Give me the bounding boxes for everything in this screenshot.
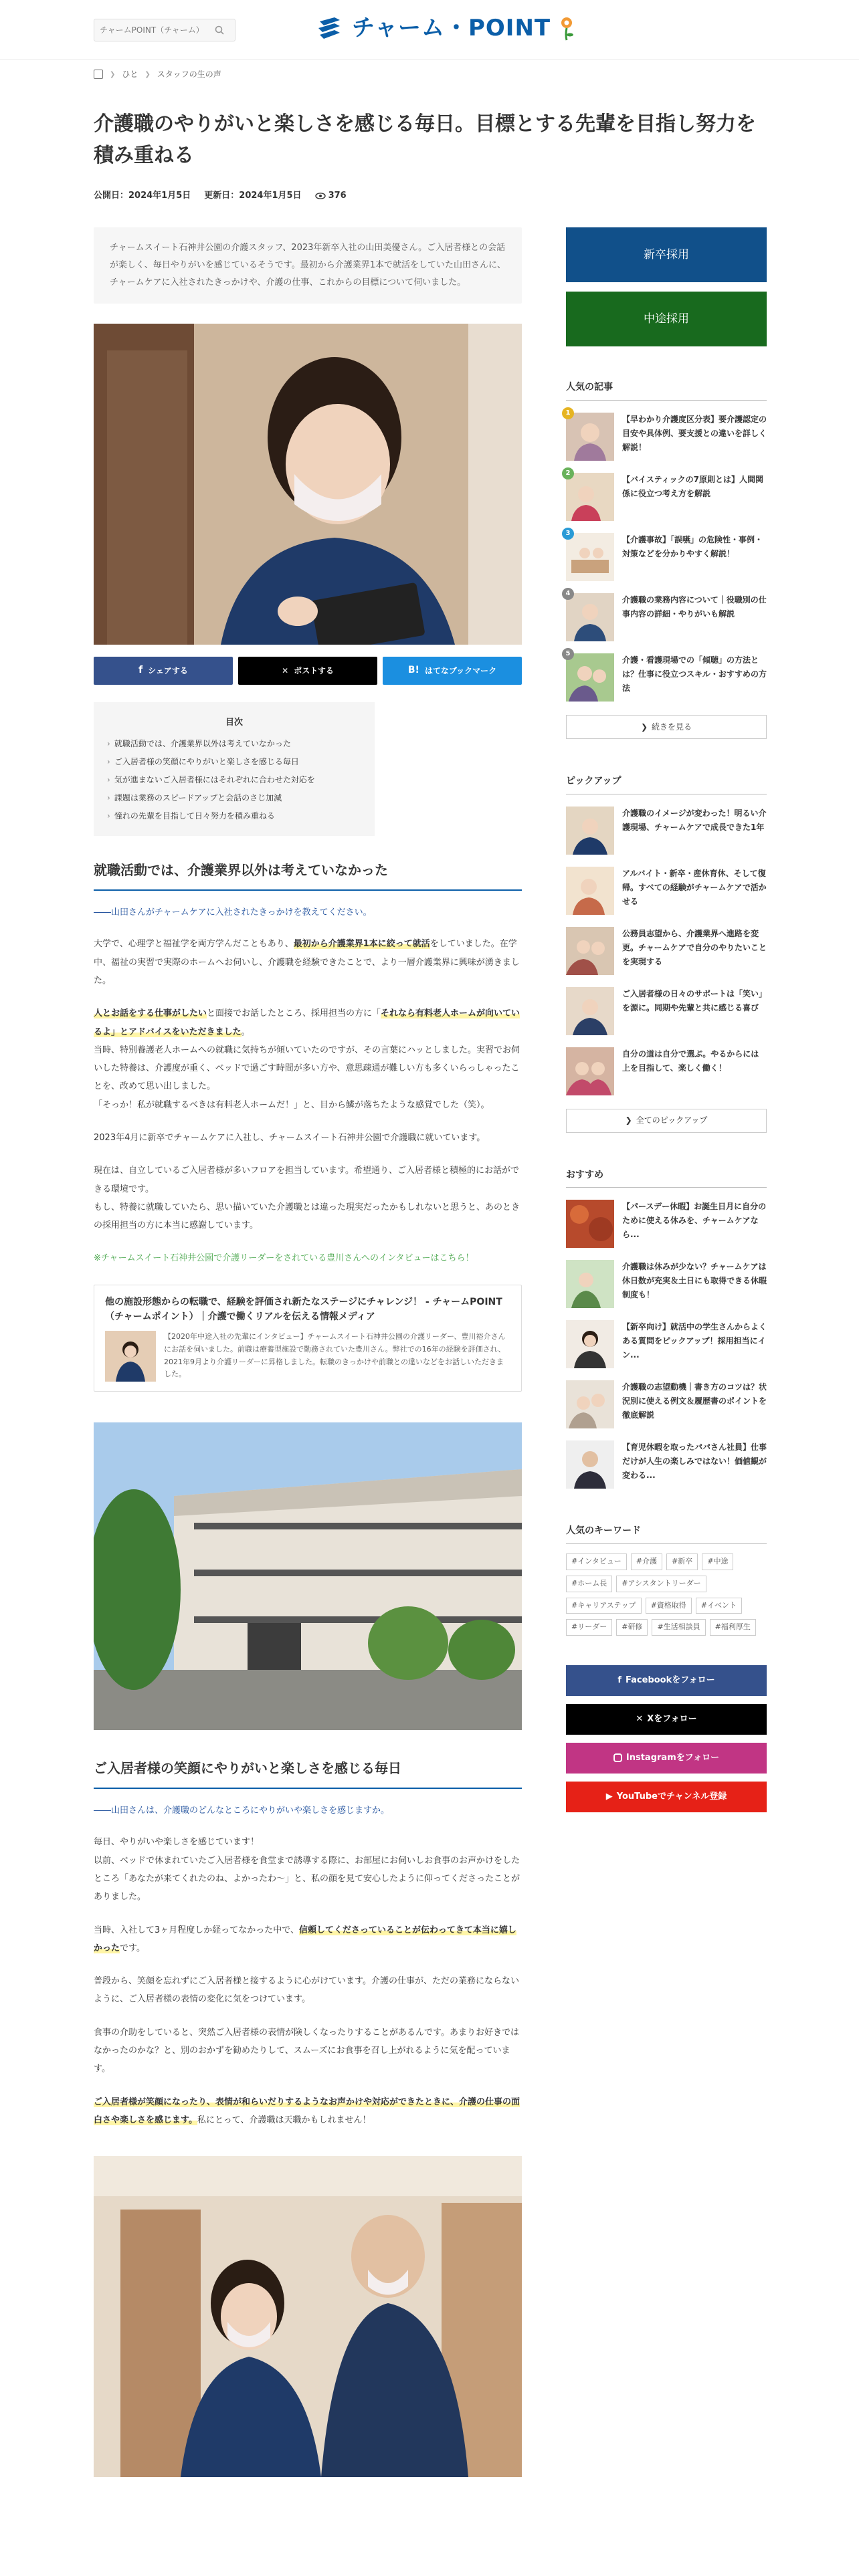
keyword-tag[interactable]: #リーダー xyxy=(566,1619,612,1636)
interview-question: ――山田さんがチャームケアに入社されたきっかけを教えてください。 xyxy=(94,907,372,918)
paragraph: 現在は、自立しているご入居者様が多いフロアを担当しています。希望通り、ご入居者様と積極的にお話ができる環境です。 もし、特養に就職していたら、思い描いていた介護職とは違った現実だったかもしれないと思うと、あのときの採用担当の方に本当に感謝しています。 xyxy=(94,1166,520,1231)
follow-buttons xyxy=(566,1665,767,1812)
site-header xyxy=(0,0,859,60)
rank-badge: 2 xyxy=(562,467,574,479)
breadcrumb-item-people[interactable]: ひと xyxy=(122,69,138,79)
pickup-article[interactable]: 公務員志望から、介護業界へ進路を変更。チャームケアで自分のやりたいことを実現する xyxy=(566,927,767,975)
breadcrumb xyxy=(94,64,221,84)
paragraph: 人とお話をする仕事がしたいと面接でお話したところ、採用担当の方に「それなら有料老人ホームが向いているよ」とアドバイスをいただきました。 当時、特別養護老人ホームへの就職に気持ちが傾いていたのですが、その言葉にハッとしました。実習でお伺いした特養は、介護度が重く、ベッドで過ごす時間が多い方や、意思疎通が難しい方も多くいらっしゃったことを、改めて思い出しました。 「そっか！私が就職するべきは有料老人ホームだ！」と、目から鱗が落ちたような感覚でした（笑）。 xyxy=(94,1008,520,1110)
keywords-heading: 人気のキーワード xyxy=(566,1523,767,1544)
home-icon[interactable] xyxy=(94,70,103,79)
recommend-thumbnail xyxy=(566,1320,614,1368)
popular-more-button[interactable]: ❯ 続きを見る xyxy=(566,715,767,739)
pickup-thumbnail xyxy=(566,867,614,915)
follow-x-button[interactable]: ✕ Xをフォロー xyxy=(566,1704,767,1735)
facebook-icon: f xyxy=(138,665,143,676)
photo-staff-tablet xyxy=(94,324,522,645)
related-interview-link[interactable]: ※チャームスイート石神井公園で介護リーダーをされている豊川さんへのインタビューはこちら！ xyxy=(94,1253,474,1263)
article-body xyxy=(94,227,522,2477)
recommend-thumbnail xyxy=(566,1440,614,1489)
toc-item[interactable]: › 就職活動では、介護業界以外は考えていなかった xyxy=(107,735,361,753)
instagram-icon xyxy=(613,1753,622,1762)
paragraph: 毎日、やりがいや楽しさを感じています！ 以前、ベッドで休まれていたご入居者様を食堂まで誘導する際に、お部屋にお伺いしお食事のお声かけをしたところ「あなたが来てくれたのね、よかったわ〜」と、私の顔を見て安心したように仰ってくださったことがありました。 xyxy=(94,1837,520,1903)
photo-staff-conversation xyxy=(94,2156,522,2477)
eye-icon xyxy=(315,193,326,199)
sidebar xyxy=(566,227,767,1812)
pickup-article[interactable]: ご入居者様の日々のサポートは「笑い」を源に。同期や先輩と共に感じる喜び xyxy=(566,987,767,1035)
keyword-tag[interactable]: #中途 xyxy=(702,1553,733,1570)
article-title: 介護・看護現場での「傾聴」の方法とは？仕事に役立つスキル・おすすめの方法 xyxy=(622,655,767,693)
search-input[interactable] xyxy=(100,25,213,35)
charm-logo-icon xyxy=(314,13,345,44)
search-box[interactable] xyxy=(94,19,235,41)
facility-photo xyxy=(94,1422,522,1730)
rank-badge: 4 xyxy=(562,588,574,600)
article-main-photo xyxy=(94,324,522,645)
rank-badge: 5 xyxy=(562,648,574,660)
recommend-article[interactable]: 【育児休暇を取ったパパさん社員】仕事だけが人生の楽しみではない！価値観が変わる... xyxy=(566,1440,767,1489)
chevron-right-icon: ❯ xyxy=(145,70,151,78)
post-meta xyxy=(94,189,347,203)
recommend-heading: おすすめ xyxy=(566,1168,767,1188)
pickup-article[interactable]: 介護職のイメージが変わった！明るい介護現場、チャームケアで成長できた1年 xyxy=(566,807,767,855)
pickup-article[interactable]: 自分の道は自分で選ぶ。やるからには上を目指して、楽しく働く！ xyxy=(566,1047,767,1095)
share-x-button[interactable]: ✕ ポストする xyxy=(238,657,377,685)
recommend-thumbnail xyxy=(566,1200,614,1248)
chevron-right-icon: ❯ xyxy=(625,1115,632,1125)
section-heading-1: 就職活動では、介護業界以外は考えていなかった xyxy=(94,859,522,891)
keyword-tag[interactable]: #生活相談員 xyxy=(652,1619,705,1636)
keyword-tag[interactable]: #インタビュー xyxy=(566,1553,627,1570)
youtube-icon: ▶ xyxy=(605,1791,613,1802)
breadcrumb-item-staff-voice[interactable]: スタッフの生の声 xyxy=(157,69,221,79)
keyword-tag[interactable]: #福利厚生 xyxy=(710,1619,756,1636)
paragraph: 食事の介助をしていると、突然ご入居者様の表情が険しくなったりすることがあるんです。あまりお好きではなかったのかな？と、別のおかずを勧めたりして、スムーズにお食事を召し上がれるように気を配っています。 xyxy=(94,2027,519,2074)
flower-icon xyxy=(557,16,576,41)
rank-badge: 1 xyxy=(562,407,574,419)
pickup-thumbnail xyxy=(566,927,614,975)
share-buttons xyxy=(94,657,522,685)
recommend-article[interactable]: 介護職の志望動機｜書き方のコツは？状況別に使える例文＆履歴書のポイントを徹底解説 xyxy=(566,1380,767,1428)
mid-career-recruitment-button[interactable]: 中途採用 xyxy=(566,292,767,346)
chevron-right-icon: ❯ xyxy=(110,70,116,78)
section-heading-2: ご入居者様の笑顔にやりがいと楽しさを感じる毎日 xyxy=(94,1757,522,1789)
article-title: 【早わかり介護度区分表】要介護認定の目安や具体例、要支援との違いを詳しく解説！ xyxy=(622,414,767,452)
chevron-right-icon: › xyxy=(107,811,110,821)
hatena-bookmark-icon: B! xyxy=(407,665,419,676)
pickup-heading: ピックアップ xyxy=(566,774,767,794)
paragraph: 大学で、心理学と福祉学を両方学んだこともあり、最初から介護業界1本に絞って就活をしていました。在学中、福祉の実習で実際のホームへお伺いし、介護職を経験できたことで、より一層介護業界に興味が湧きました。 xyxy=(94,939,520,986)
paragraph: 当時、入社して3ヶ月程度しか経ってなかった中で、信頼してくださっていることが伝わってきて本当に嬉しかったです。 xyxy=(94,1925,516,1953)
popular-article[interactable] xyxy=(565,469,767,521)
site-logo[interactable] xyxy=(314,12,576,45)
pickup-article[interactable]: アルバイト・新卒・産休育休、そして復帰。すべての経験がチャームケアで活かせる xyxy=(566,867,767,915)
pickup-all-button[interactable]: ❯ 全てのピックアップ xyxy=(566,1109,767,1133)
related-article-excerpt: 【2020年中途入社の先輩にインタビュー】チャームスイート石神井公園の介護リーダー、豊川裕介さんにお話を伺いました。前職は療養型施設で勤務されていた豊川さん。弊社での16年の経験を評価され、2021年9月より介護リーダーに昇格しました。転職のきっかけや前職との違いなどをお話しいただきました。 xyxy=(164,1332,506,1379)
logo-text: チャーム・POINT xyxy=(352,15,551,42)
article-title: 介護職の業務内容について｜役職別の仕事内容の詳細・やりがいも解説 xyxy=(622,595,767,619)
popular-article[interactable] xyxy=(565,590,767,641)
follow-facebook-button[interactable]: f Facebookをフォロー xyxy=(566,1665,767,1696)
article-thumbnail xyxy=(565,469,614,521)
interview-question: ――山田さんは、介護職のどんなところにやりがいや楽しさを感じますか。 xyxy=(94,1806,390,1816)
chevron-right-icon: › xyxy=(107,739,110,749)
rank-badge: 3 xyxy=(562,528,574,540)
share-facebook-button[interactable]: f シェアする xyxy=(94,657,233,685)
article-thumbnail xyxy=(565,590,614,641)
paragraph: 2023年4月に新卒でチャームケアに入社し、チャームスイート石神井公園で介護職に就いています。 xyxy=(94,1133,486,1144)
article-thumbnail xyxy=(565,530,614,581)
keyword-tag[interactable]: #ホーム長 xyxy=(566,1576,612,1592)
pickup-thumbnail xyxy=(566,807,614,855)
new-graduate-recruitment-button[interactable]: 新卒採用 xyxy=(566,227,767,282)
toc-item[interactable]: › 課題は業務のスピードアップと会話のさじ加減 xyxy=(107,789,361,807)
search-icon[interactable] xyxy=(213,24,225,36)
recommend-thumbnail xyxy=(566,1260,614,1308)
article-title: 【バイスティックの7原則とは】人間関係に役立つ考え方を解説 xyxy=(622,474,764,498)
facebook-icon: f xyxy=(617,1675,622,1685)
keyword-tag[interactable]: #研修 xyxy=(616,1619,648,1636)
article-photo-2 xyxy=(94,2156,522,2477)
toc-item[interactable]: › ご入居者様の笑顔にやりがいと楽しさを感じる毎日 xyxy=(107,753,361,771)
popular-articles-heading: 人気の記事 xyxy=(566,380,767,401)
recommend-article[interactable]: 【パースデー休暇】お誕生日月に自分のために使える休みを、チャームケアなら... xyxy=(566,1200,767,1248)
toc-item[interactable]: › 気が進まないご入居者様にはそれぞれに合わせた対応を xyxy=(107,771,361,789)
published-date: 公開日：2024年1月5日 xyxy=(94,191,191,201)
toc-item[interactable]: › 憧れの先輩を目指して日々努力を積み重ねる xyxy=(107,807,361,825)
chevron-right-icon: ❯ xyxy=(640,722,648,732)
view-count-value: 376 xyxy=(328,191,347,201)
popular-article[interactable] xyxy=(565,409,767,461)
page-title: 介護職のやりがいと楽しさを感じる毎日。目標とする先輩を目指し努力を積み重ねる xyxy=(94,112,756,168)
article-title: 【介護事故】「誤嚥」の危険性・事例・対策などを分かりやすく解説！ xyxy=(622,534,763,558)
keyword-tag[interactable]: #キャリアステップ xyxy=(566,1598,642,1614)
table-of-contents xyxy=(94,702,375,836)
recommend-article[interactable]: 介護職は休みが少ない？チャームケアは休日数が充実＆土日にも取得できる休暇制度も！ xyxy=(566,1260,767,1308)
paragraph: 普段から、笑顔を忘れずにご入居者様と接するように心がけています。介護の仕事が、ただの業務にならないように、ご入居者様の表情の変化に気をつけています。 xyxy=(94,1976,519,2005)
popular-article[interactable] xyxy=(565,530,767,581)
keyword-tag[interactable]: #資格取得 xyxy=(646,1598,692,1614)
share-hatena-button[interactable]: B! はてなブックマーク xyxy=(383,657,522,685)
lead-text: チャームスイート石神井公園の介護スタッフ、2023年新卒入社の山田美優さん。ご入居者様との会話が楽しく、毎日やりがいを感じているそうです。最初から介護業界1本で就活をしていた山田さんに、チャームケアに入社されたきっかけや、介護の仕事、これからの目標について伺いました。 xyxy=(94,227,522,304)
article-thumbnail xyxy=(565,409,614,461)
photo-facility-exterior xyxy=(94,1422,522,1730)
pickup-thumbnail xyxy=(566,1047,614,1095)
related-article-card[interactable] xyxy=(94,1285,522,1392)
x-logo-icon: ✕ xyxy=(282,665,289,675)
paragraph: ご入居者様が笑顔になったり、表情が和らいだりするようなお声かけや対応ができたときに、介護の仕事の面白さや楽しさを感じます。私にとって、介護職は天職かもしれません！ xyxy=(94,2097,520,2125)
x-logo-icon: ✕ xyxy=(636,1713,644,1724)
follow-instagram-button[interactable]: Instagramをフォロー xyxy=(566,1743,767,1774)
view-count xyxy=(315,189,347,203)
keyword-tag[interactable]: #アシスタントリーダー xyxy=(616,1576,706,1592)
recommend-article[interactable]: 【新卒向け】就活中の学生さんからよくある質問をピックアップ！採用担当にイン... xyxy=(566,1320,767,1368)
keyword-list xyxy=(566,1553,767,1636)
popular-article[interactable] xyxy=(565,650,767,702)
chevron-right-icon: › xyxy=(107,757,110,767)
article-thumbnail xyxy=(565,650,614,702)
chevron-right-icon: › xyxy=(107,775,110,785)
chevron-right-icon: › xyxy=(107,793,110,803)
keyword-tag[interactable]: #介護 xyxy=(631,1553,662,1570)
recommend-thumbnail xyxy=(566,1380,614,1428)
pickup-thumbnail xyxy=(566,987,614,1035)
updated-date: 更新日：2024年1月5日 xyxy=(204,191,302,201)
keyword-tag[interactable]: #イベント xyxy=(696,1598,742,1614)
related-article-title: 他の施設形態からの転職で、経験を評価され新たなステージにチャレンジ！ - チャームPOINT（チャームポイント）｜介護で働くリアルを伝える情報メディア xyxy=(105,1296,502,1322)
follow-youtube-button[interactable]: ▶ YouTubeでチャンネル登録 xyxy=(566,1782,767,1812)
related-article-thumbnail xyxy=(105,1331,156,1382)
toc-title: 目次 xyxy=(225,718,243,728)
keyword-tag[interactable]: #新卒 xyxy=(666,1553,698,1570)
